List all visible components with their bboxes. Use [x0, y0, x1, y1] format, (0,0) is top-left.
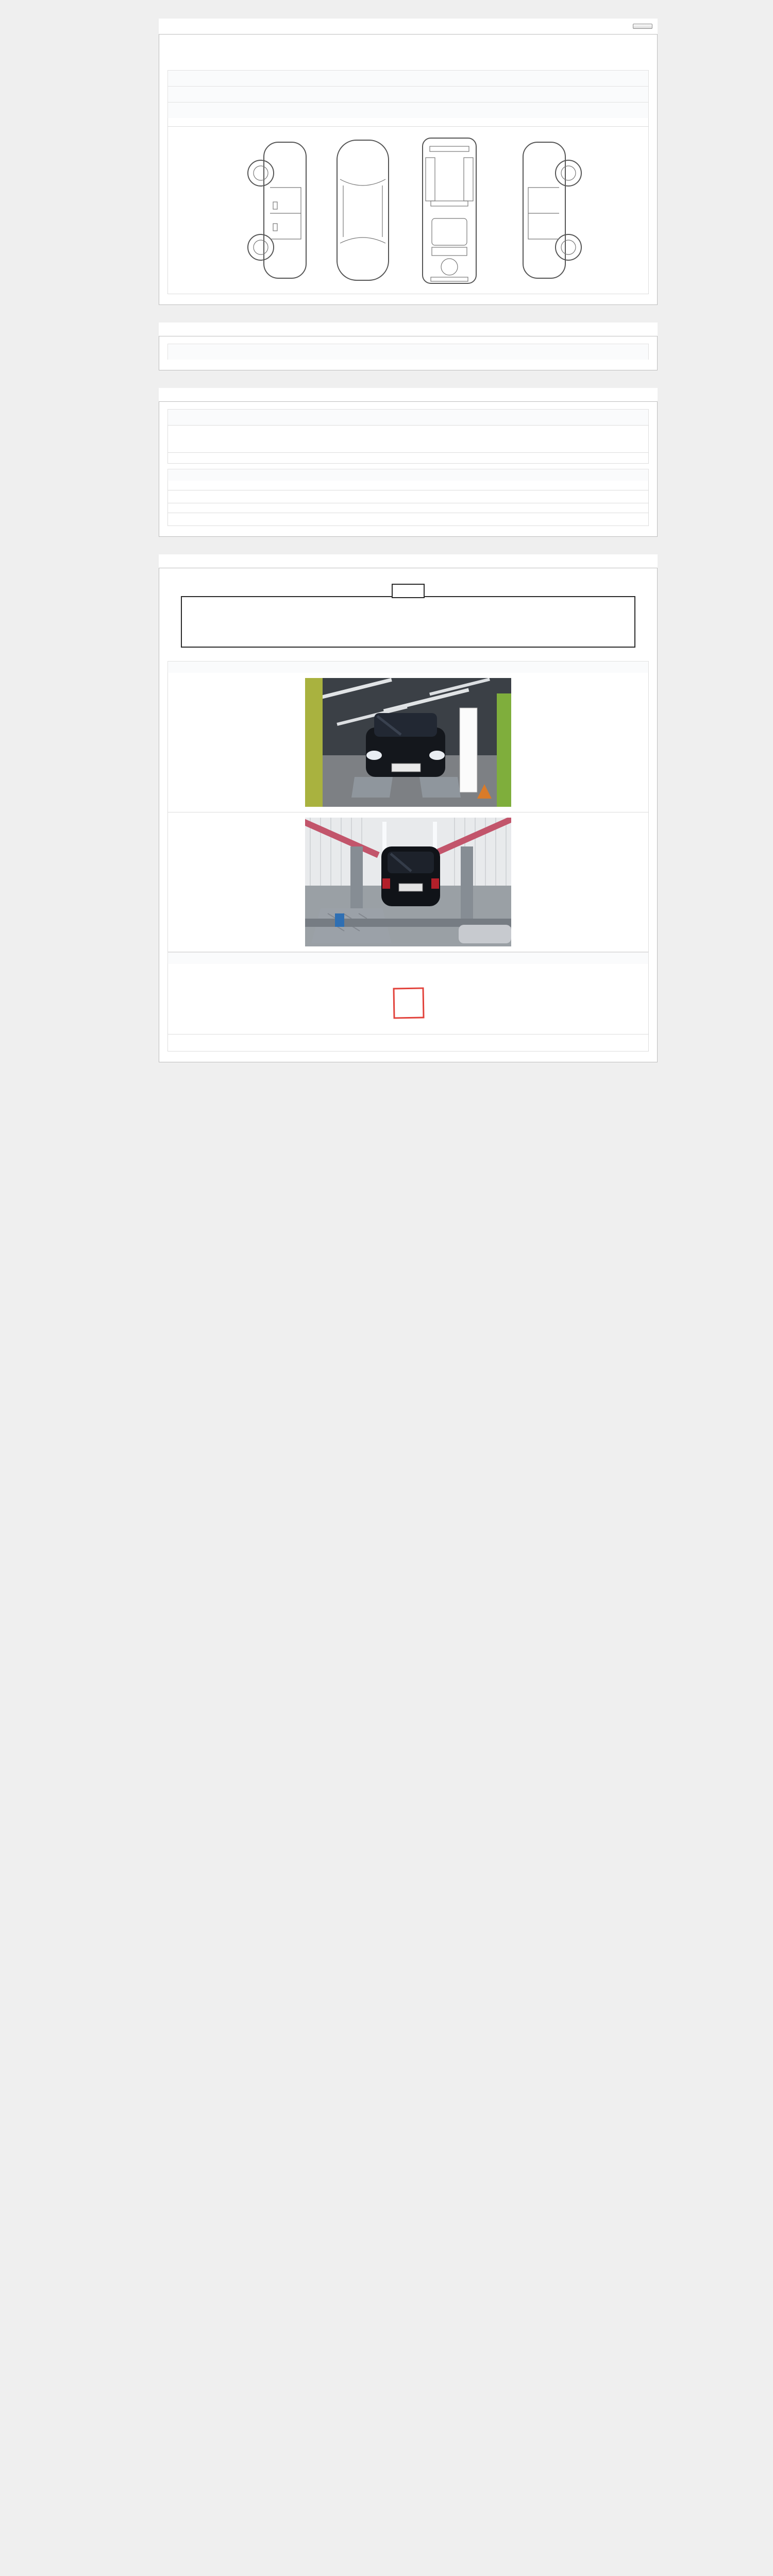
- car-side-left-view: [248, 142, 306, 278]
- association-seal: [393, 987, 424, 1019]
- car-rear: [381, 846, 440, 906]
- final-price-row: [167, 425, 649, 453]
- definition-title: [392, 584, 425, 598]
- page-4: [159, 568, 658, 1062]
- price-survey-definition-box: [181, 596, 635, 648]
- page-indicator-strip-3: [159, 388, 658, 401]
- print-toolbar: [159, 19, 658, 34]
- sign-organization: [183, 988, 633, 1019]
- divider: [168, 1034, 648, 1035]
- final-price-note: [167, 453, 649, 464]
- section-etc-info: [167, 409, 649, 425]
- inspection-photo-front: [167, 673, 649, 812]
- page-2: [159, 336, 658, 370]
- section-notice: [167, 469, 649, 481]
- car-side-right-view: [523, 142, 581, 278]
- damage-code-legend: [167, 118, 649, 127]
- page-3: [159, 401, 658, 537]
- signature-block: [167, 964, 649, 1052]
- car-damage-diagram: [167, 127, 649, 294]
- car-top-view: [337, 140, 389, 280]
- document-column: [159, 19, 658, 1062]
- section-signature: [167, 952, 649, 964]
- doc-number-line: [167, 55, 649, 63]
- car-frame-view: [423, 138, 476, 283]
- section-basic-info: [167, 70, 649, 86]
- print-button[interactable]: [633, 24, 652, 29]
- section-overall-state: [167, 86, 649, 102]
- notice-part1-list: [167, 490, 649, 503]
- car-front: [366, 713, 445, 777]
- section-photos: [167, 661, 649, 673]
- section-accident-history: [167, 102, 649, 118]
- notice-part2-list: [167, 513, 649, 526]
- page-indicator-strip-2: [159, 323, 658, 336]
- inspection-photo-rear: [167, 812, 649, 952]
- section-detail-state: [167, 344, 649, 360]
- page-1: [159, 34, 658, 305]
- notice-part2-heading: [167, 503, 649, 513]
- notice-part1-heading: [167, 481, 649, 490]
- page-indicator-strip-4: [159, 554, 658, 568]
